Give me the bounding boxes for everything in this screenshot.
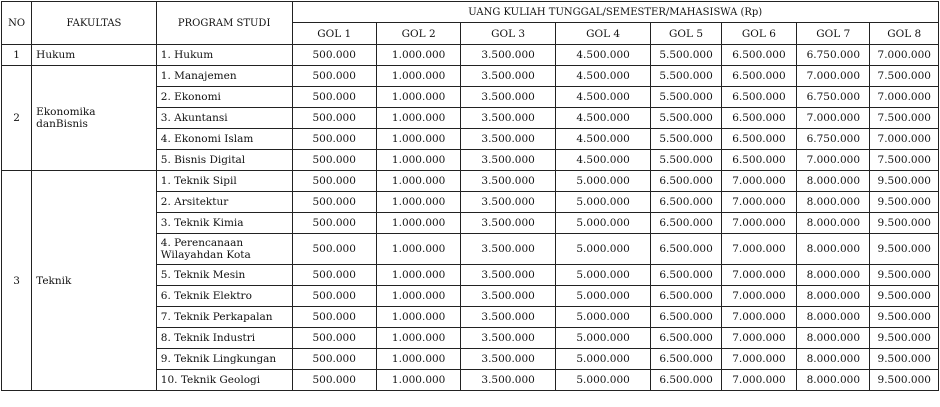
fee-value: 500.000 <box>292 192 376 213</box>
program-name: 1. Manajemen <box>156 66 292 87</box>
fee-value: 7.000.000 <box>797 108 870 129</box>
fee-value: 6.750.000 <box>797 45 870 66</box>
program-name: 5. Teknik Mesin <box>156 265 292 286</box>
faculty-name: Ekonomika danBisnis <box>36 106 96 130</box>
fee-value: 8.000.000 <box>797 286 870 307</box>
fee-value: 4.500.000 <box>555 66 651 87</box>
fee-value: 500.000 <box>292 370 376 391</box>
fee-value: 4.500.000 <box>555 150 651 171</box>
program-name: 9. Teknik Lingkungan <box>156 349 292 370</box>
fee-value: 8.000.000 <box>797 370 870 391</box>
fee-value: 9.500.000 <box>870 307 939 328</box>
fee-value: 500.000 <box>292 213 376 234</box>
fee-value: 4.500.000 <box>555 129 651 150</box>
fee-value: 9.500.000 <box>870 265 939 286</box>
header-gol: GOL 3 <box>461 23 555 45</box>
fee-value: 7.500.000 <box>870 66 939 87</box>
fee-value: 5.000.000 <box>555 171 651 192</box>
fee-value: 7.000.000 <box>721 307 796 328</box>
fee-value: 6.500.000 <box>651 370 721 391</box>
fee-value: 500.000 <box>292 307 376 328</box>
fee-value: 9.500.000 <box>870 370 939 391</box>
fee-value: 1.000.000 <box>376 150 460 171</box>
header-gol: GOL 4 <box>555 23 651 45</box>
fee-value: 6.500.000 <box>651 307 721 328</box>
fee-value: 500.000 <box>292 108 376 129</box>
table-header <box>2 2 939 45</box>
faculty-name-cell <box>32 45 157 66</box>
fee-value: 500.000 <box>292 45 376 66</box>
program-name: 2. Ekonomi <box>156 87 292 108</box>
header-no: NO <box>2 2 32 45</box>
fee-value: 5.000.000 <box>555 286 651 307</box>
program-name: 8. Teknik Industri <box>156 328 292 349</box>
fee-value: 9.500.000 <box>870 349 939 370</box>
fee-value: 5.000.000 <box>555 213 651 234</box>
fee-value: 3.500.000 <box>461 66 555 87</box>
fee-value: 3.500.000 <box>461 286 555 307</box>
fee-value: 7.000.000 <box>870 129 939 150</box>
fee-value: 5.000.000 <box>555 328 651 349</box>
faculty-name: Hukum <box>36 49 76 61</box>
fee-value: 8.000.000 <box>797 192 870 213</box>
fee-value: 8.000.000 <box>797 349 870 370</box>
fee-value: 1.000.000 <box>376 108 460 129</box>
fee-value: 7.000.000 <box>870 87 939 108</box>
fee-value: 5.000.000 <box>555 370 651 391</box>
fee-value: 3.500.000 <box>461 349 555 370</box>
fee-value: 6.500.000 <box>651 234 721 265</box>
program-name: 1. Hukum <box>156 45 292 66</box>
fee-value: 7.000.000 <box>797 150 870 171</box>
fee-value: 1.000.000 <box>376 45 460 66</box>
program-name: 5. Bisnis Digital <box>156 150 292 171</box>
fee-value: 3.500.000 <box>461 265 555 286</box>
fee-value: 3.500.000 <box>461 328 555 349</box>
fee-value: 6.500.000 <box>651 171 721 192</box>
program-name: 6. Teknik Elektro <box>156 286 292 307</box>
fee-value: 1.000.000 <box>376 307 460 328</box>
fee-value: 1.000.000 <box>376 171 460 192</box>
header-fakultas: FAKULTAS <box>32 2 157 45</box>
fee-value: 7.000.000 <box>721 349 796 370</box>
table-row <box>2 66 939 87</box>
fee-value: 1.000.000 <box>376 265 460 286</box>
fee-value: 3.500.000 <box>461 150 555 171</box>
header-gol: GOL 7 <box>797 23 870 45</box>
fee-value: 7.000.000 <box>721 192 796 213</box>
fee-value: 5.500.000 <box>651 45 721 66</box>
fee-value: 9.500.000 <box>870 234 939 265</box>
fee-value: 8.000.000 <box>797 234 870 265</box>
fee-value: 1.000.000 <box>376 87 460 108</box>
faculty-number: 3 <box>2 171 32 391</box>
fee-value: 3.500.000 <box>461 370 555 391</box>
program-name: 4. Perencanaan Wilayahdan Kota <box>156 234 292 265</box>
fee-value: 500.000 <box>292 234 376 265</box>
fee-value: 1.000.000 <box>376 328 460 349</box>
fee-value: 1.000.000 <box>376 286 460 307</box>
faculty-name: Teknik <box>36 274 72 287</box>
fee-value: 500.000 <box>292 66 376 87</box>
fee-value: 6.750.000 <box>797 87 870 108</box>
fee-value: 7.000.000 <box>721 171 796 192</box>
fee-value: 9.500.000 <box>870 171 939 192</box>
fee-value: 1.000.000 <box>376 370 460 391</box>
fee-value: 6.500.000 <box>651 328 721 349</box>
faculty-number: 2 <box>2 66 32 171</box>
fee-value: 7.000.000 <box>721 370 796 391</box>
fee-value: 3.500.000 <box>461 213 555 234</box>
header-gol: GOL 6 <box>721 23 796 45</box>
fee-value: 6.500.000 <box>721 129 796 150</box>
fee-value: 500.000 <box>292 171 376 192</box>
fee-value: 7.500.000 <box>870 150 939 171</box>
fee-value: 500.000 <box>292 265 376 286</box>
fee-value: 500.000 <box>292 286 376 307</box>
fee-value: 500.000 <box>292 349 376 370</box>
header-gol: GOL 1 <box>292 23 376 45</box>
fee-value: 6.500.000 <box>651 213 721 234</box>
fee-value: 6.500.000 <box>721 45 796 66</box>
fee-value: 500.000 <box>292 150 376 171</box>
fee-value: 7.000.000 <box>870 45 939 66</box>
fee-value: 3.500.000 <box>461 307 555 328</box>
fee-value: 8.000.000 <box>797 171 870 192</box>
fee-value: 6.500.000 <box>651 286 721 307</box>
fee-value: 6.500.000 <box>721 108 796 129</box>
fee-value: 4.500.000 <box>555 45 651 66</box>
program-name: 3. Teknik Kimia <box>156 213 292 234</box>
fee-value: 4.500.000 <box>555 87 651 108</box>
fee-value: 5.000.000 <box>555 192 651 213</box>
fee-value: 7.000.000 <box>721 286 796 307</box>
fee-value: 1.000.000 <box>376 192 460 213</box>
fee-value: 500.000 <box>292 328 376 349</box>
fee-value: 7.000.000 <box>721 328 796 349</box>
program-name: 2. Arsitektur <box>156 192 292 213</box>
fee-value: 9.500.000 <box>870 328 939 349</box>
header-gol: GOL 2 <box>376 23 460 45</box>
fee-value: 8.000.000 <box>797 328 870 349</box>
fee-value: 6.500.000 <box>651 192 721 213</box>
fee-value: 8.000.000 <box>797 307 870 328</box>
fee-value: 8.000.000 <box>797 265 870 286</box>
fee-value: 3.500.000 <box>461 45 555 66</box>
fee-value: 9.500.000 <box>870 286 939 307</box>
table-row <box>2 45 939 66</box>
fee-value: 5.500.000 <box>651 108 721 129</box>
fee-value: 1.000.000 <box>376 66 460 87</box>
program-name: 4. Ekonomi Islam <box>156 129 292 150</box>
fee-value: 5.500.000 <box>651 87 721 108</box>
fee-value: 6.500.000 <box>651 265 721 286</box>
table-row <box>2 171 939 192</box>
header-ukt-title: UANG KULIAH TUNGGAL/SEMESTER/MAHASISWA (Rp) <box>292 2 939 23</box>
table-body <box>2 45 939 391</box>
fee-value: 6.750.000 <box>797 129 870 150</box>
fee-value: 3.500.000 <box>461 87 555 108</box>
fee-value: 5.000.000 <box>555 349 651 370</box>
fee-value: 4.500.000 <box>555 108 651 129</box>
fee-value: 6.500.000 <box>651 349 721 370</box>
fee-value: 5.000.000 <box>555 234 651 265</box>
fee-value: 6.500.000 <box>721 150 796 171</box>
fee-value: 9.500.000 <box>870 213 939 234</box>
header-gol: GOL 5 <box>651 23 721 45</box>
fee-value: 1.000.000 <box>376 213 460 234</box>
fee-value: 5.500.000 <box>651 150 721 171</box>
fee-value: 3.500.000 <box>461 108 555 129</box>
fee-value: 3.500.000 <box>461 234 555 265</box>
fee-value: 6.500.000 <box>721 66 796 87</box>
fee-value: 9.500.000 <box>870 192 939 213</box>
header-program-studi: PROGRAM STUDI <box>156 2 292 45</box>
faculty-number: 1 <box>2 45 32 66</box>
fee-value: 7.000.000 <box>721 265 796 286</box>
fee-value: 500.000 <box>292 87 376 108</box>
fee-value: 7.000.000 <box>797 66 870 87</box>
fee-value: 5.500.000 <box>651 66 721 87</box>
program-name: 7. Teknik Perkapalan <box>156 307 292 328</box>
fee-value: 3.500.000 <box>461 171 555 192</box>
fee-value: 5.500.000 <box>651 129 721 150</box>
ukt-table <box>1 1 939 391</box>
program-name: 10. Teknik Geologi <box>156 370 292 391</box>
fee-value: 3.500.000 <box>461 129 555 150</box>
program-name: 1. Teknik Sipil <box>156 171 292 192</box>
fee-value: 7.000.000 <box>721 234 796 265</box>
fee-value: 3.500.000 <box>461 192 555 213</box>
program-name: 3. Akuntansi <box>156 108 292 129</box>
fee-value: 6.500.000 <box>721 87 796 108</box>
fee-value: 500.000 <box>292 129 376 150</box>
fee-value: 5.000.000 <box>555 307 651 328</box>
faculty-name-cell <box>32 66 157 171</box>
fee-value: 1.000.000 <box>376 234 460 265</box>
fee-value: 5.000.000 <box>555 265 651 286</box>
fee-value: 8.000.000 <box>797 213 870 234</box>
fee-value: 7.000.000 <box>721 213 796 234</box>
header-gol: GOL 8 <box>870 23 939 45</box>
fee-value: 1.000.000 <box>376 349 460 370</box>
faculty-name-cell <box>32 171 157 391</box>
fee-value: 7.500.000 <box>870 108 939 129</box>
fee-value: 1.000.000 <box>376 129 460 150</box>
